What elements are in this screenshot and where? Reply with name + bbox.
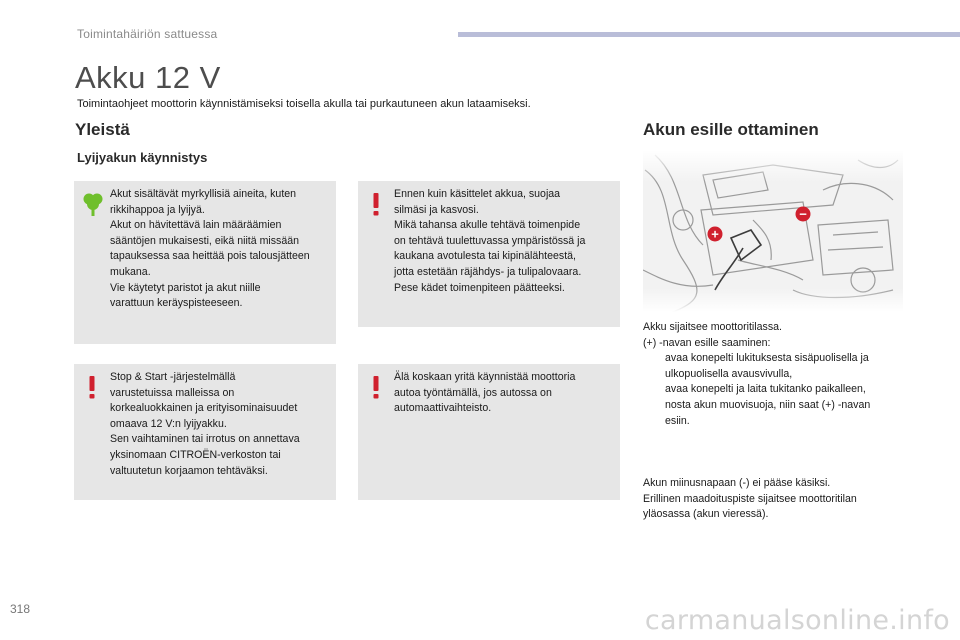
box-line: korkealuokkainen ja erityisominaisuudet: [110, 402, 298, 415]
box-line: Stop & Start -järjestelmällä: [110, 371, 236, 383]
warning-box-push-start: [358, 364, 620, 500]
box-line: yksinomaan CITROËN-verkoston tai: [110, 448, 281, 461]
heading-battery-access: Akun esille ottaminen: [643, 120, 819, 139]
step-line: avaa konepelti ja laita tukitanko paikalleen,: [665, 383, 866, 396]
warning-box-stop-start: [74, 364, 336, 500]
box-line: Akut on hävitettävä lain määräämien: [110, 219, 282, 232]
step-item: [643, 398, 923, 429]
page-title: Akku 12 V: [75, 60, 221, 95]
info-box-recycling: [74, 181, 336, 344]
box-line: rikkihappoa ja lyijyä.: [110, 203, 205, 216]
box-line: Mikä tahansa akulle tehtävä toimenpide: [394, 219, 581, 232]
box-text: [110, 187, 326, 312]
box-line: autoa työntämällä, jos autossa on: [394, 386, 552, 399]
box-line: Akut sisältävät myrkyllisiä aineita, kuten: [110, 188, 297, 200]
step-line: avaa konepelti lukituksesta sisäpuolisella ja: [665, 352, 869, 365]
steps-intro-text: (+) -navan esille saaminen:: [643, 336, 771, 349]
step-line: nosta akun muovisuoja, niin saat (+) -navan: [665, 398, 871, 411]
box-line: on tehtävä tuulettuvassa ympäristössä ja: [394, 234, 586, 247]
box-line: Ennen kuin käsittelet akkua, suojaa: [394, 188, 561, 200]
plus-terminal-marker: [708, 227, 723, 242]
box-line: sääntöjen mukaisesti, eikä niitä missään: [110, 234, 300, 247]
box-line: varustetuissa malleissa on: [110, 386, 235, 399]
box-text: [394, 370, 610, 417]
box-line: valtuutetun korjaamon tehtäväksi.: [110, 464, 268, 477]
box-line: varattuun keräyspisteeseen.: [110, 297, 243, 310]
box-text: [394, 187, 610, 296]
box-line: omaava 12 V:n lyijyakku.: [110, 417, 227, 430]
warning-exclamation-icon: [366, 191, 386, 217]
box-line: kaukana avotulesta tai kipinälähteestä,: [394, 250, 576, 263]
step-line: ulkopuolisella avausvivulla,: [665, 367, 793, 380]
plus-marker-label: +: [711, 226, 719, 242]
box-line: tapauksessa saa heittää pois talousjätteen: [110, 250, 310, 263]
note-line: Akun miinusnapaan (-) ei pääse käsiksi.: [643, 477, 831, 489]
box-line: Sen vaihtaminen tai irrotus on annettava: [110, 433, 300, 446]
watermark: carmanualsonline.info: [644, 605, 950, 636]
page-number: 318: [10, 602, 31, 616]
box-line: automaattivaihteisto.: [394, 402, 492, 415]
step-line: esiin.: [665, 414, 690, 427]
step-item: [643, 382, 923, 398]
box-line: silmäsi ja kasvosi.: [394, 203, 479, 216]
step-item: [643, 351, 923, 382]
minus-terminal-marker: [796, 207, 811, 222]
heading-general: Yleistä: [75, 120, 130, 139]
recycle-tree-icon: [82, 191, 102, 217]
header-accent-bar: [458, 32, 960, 37]
subheading-lead-battery-start: Lyijyakun käynnistys: [77, 150, 208, 165]
box-line: Vie käytetyt paristot ja akut niille: [110, 281, 261, 294]
page-intro: Toimintaohjeet moottorin käynnistämiseksi toisella akulla tai purkautuneen akun lataamiseksi.: [77, 98, 531, 110]
warning-exclamation-icon: [366, 374, 386, 400]
engine-bay-illustration: [643, 150, 903, 312]
warning-exclamation-icon: [82, 374, 102, 400]
note-line: Erillinen maadoituspiste sijaitsee moottoritilan: [643, 492, 857, 505]
box-text: [110, 370, 326, 479]
box-line: Pese kädet toimenpiteen päätteeksi.: [394, 281, 565, 294]
note-line: yläosassa (akun vieressä).: [643, 508, 769, 521]
box-line: Älä koskaan yritä käynnistää moottoria: [394, 371, 576, 383]
warning-box-handling: [358, 181, 620, 327]
battery-location-text: Akku sijaitsee moottoritilassa.: [643, 321, 782, 333]
battery-access-instructions: [643, 320, 923, 429]
battery-note: [643, 476, 923, 523]
box-line: mukana.: [110, 265, 151, 278]
minus-marker-label: −: [799, 206, 807, 222]
box-line: jotta estetään räjähdys- ja tulipalovaara.: [394, 265, 582, 278]
section-header-label: Toimintahäiriön sattuessa: [77, 27, 218, 41]
